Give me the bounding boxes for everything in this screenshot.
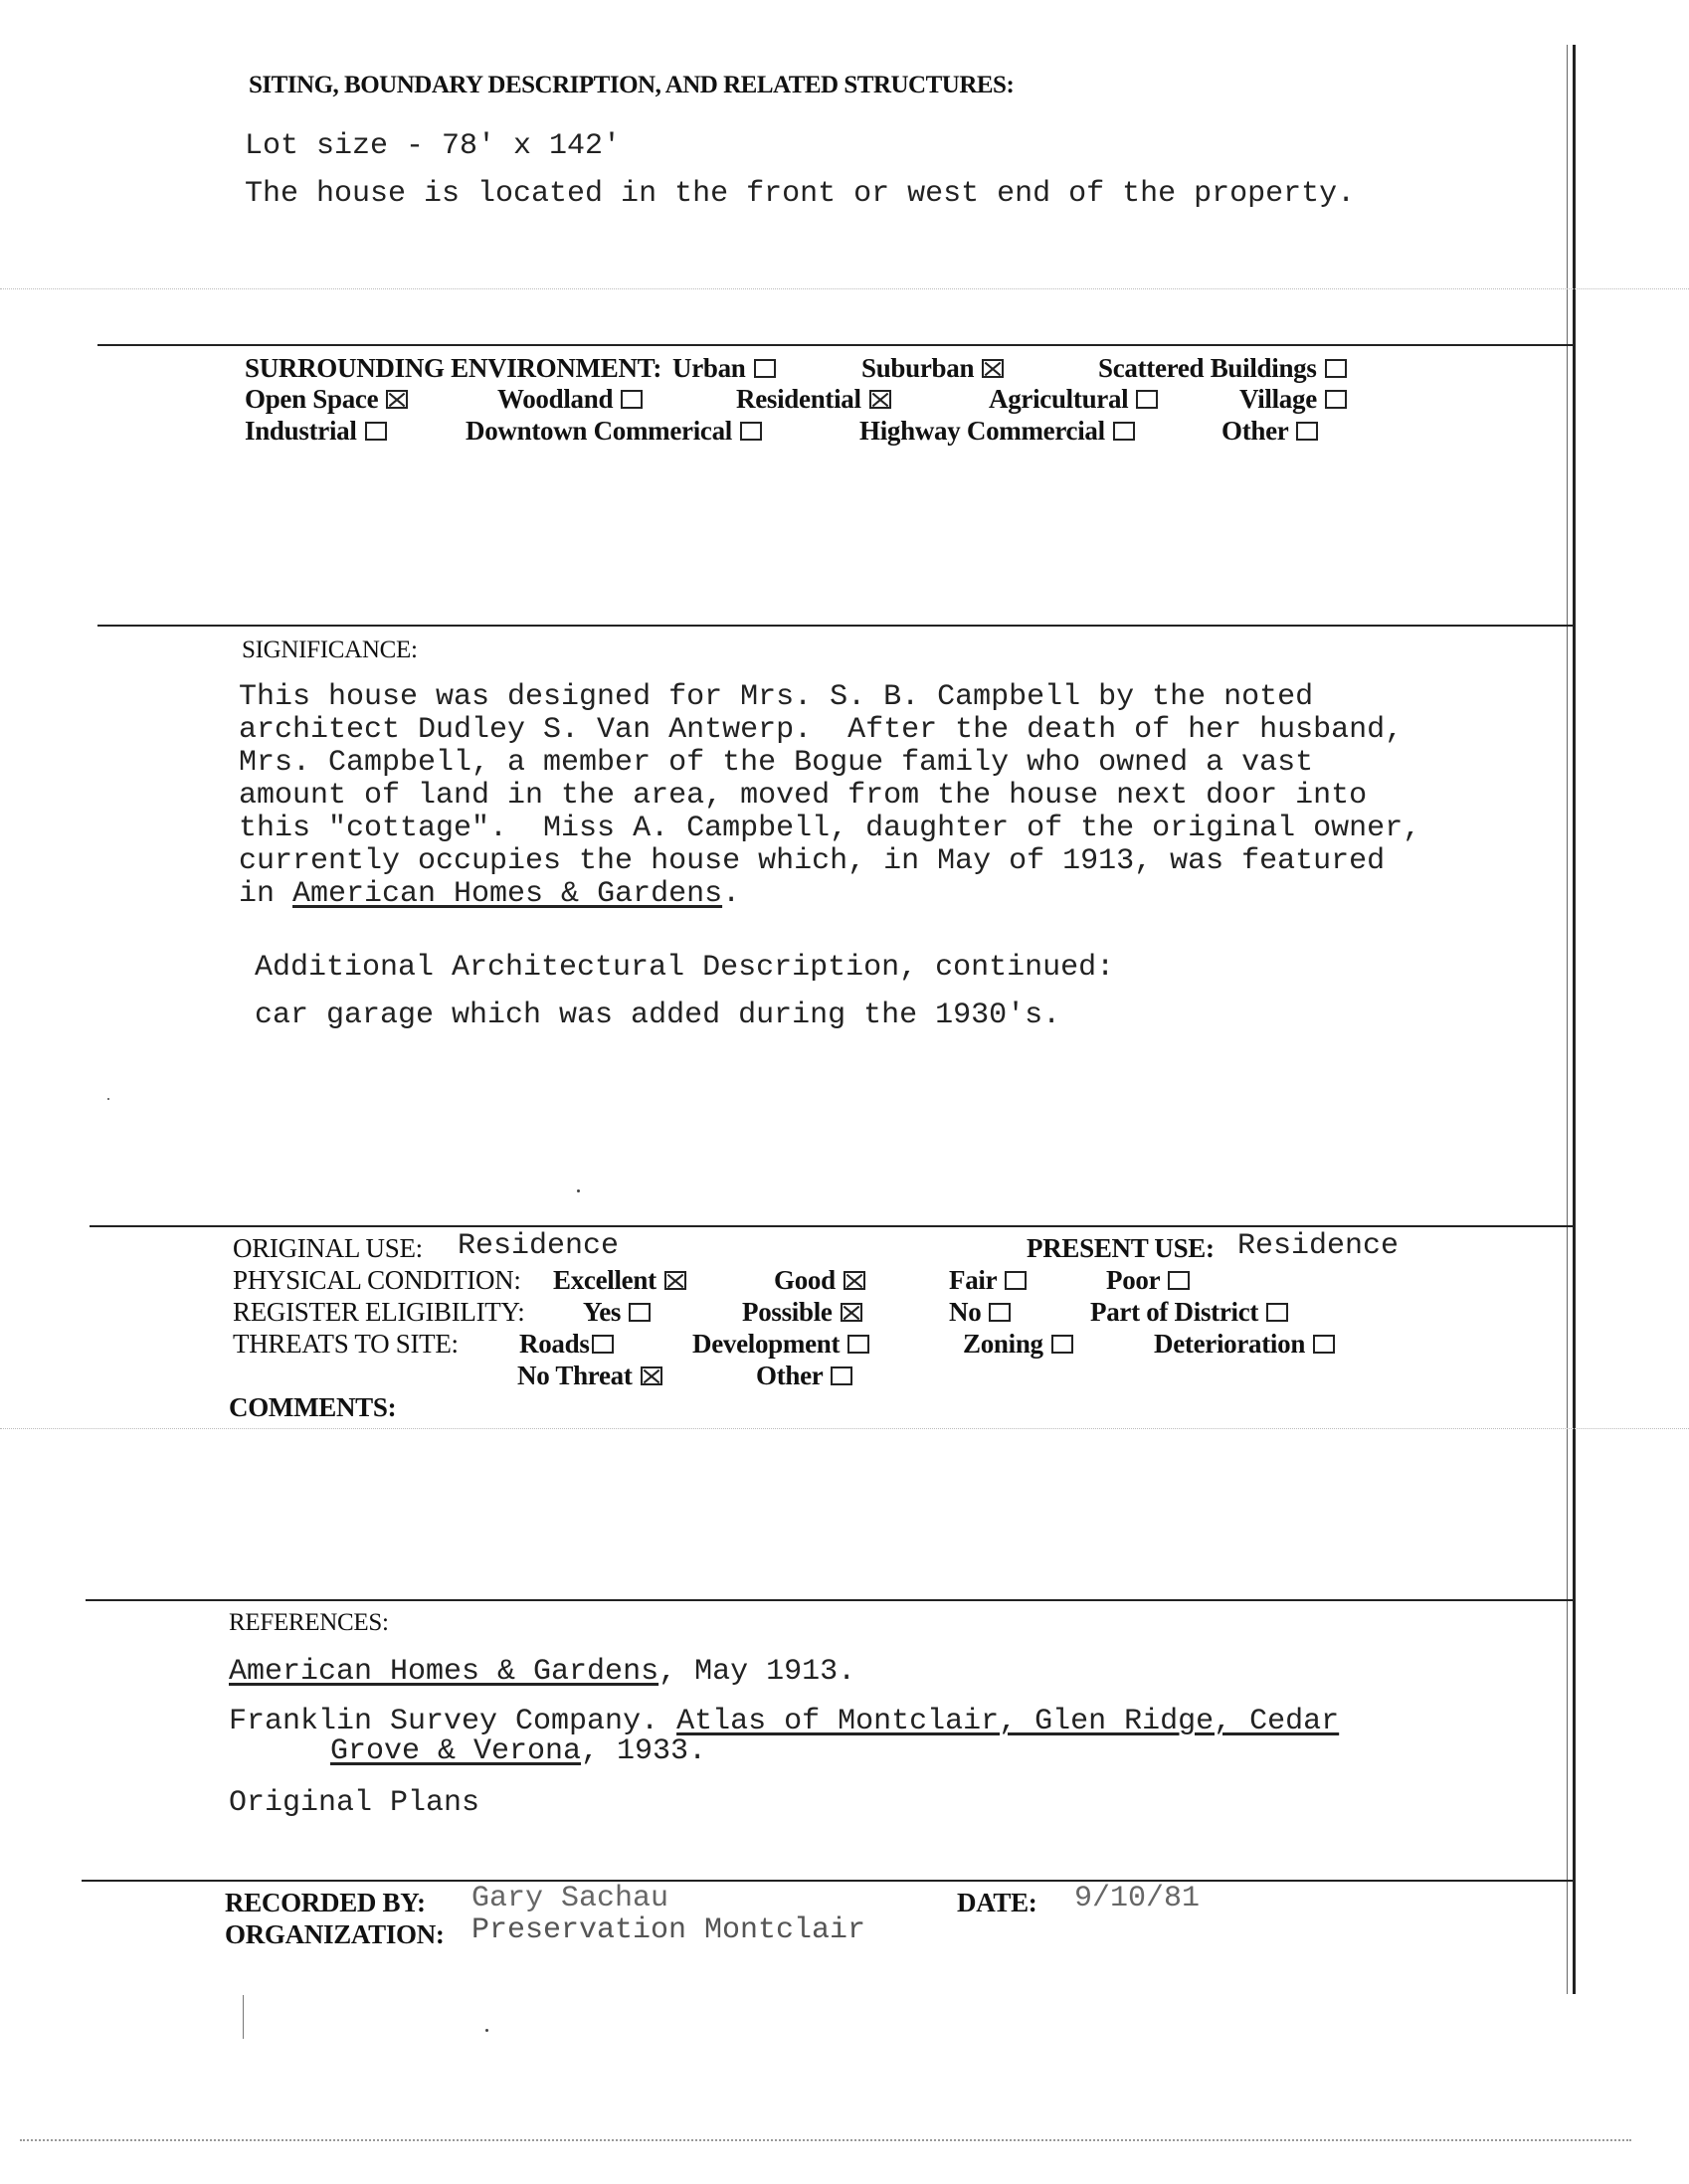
publication-title: Atlas of Montclair, Glen Ridge, Cedar: [676, 1705, 1340, 1738]
scan-speck: [107, 1098, 109, 1100]
eligibility-part-of-district[interactable]: [1090, 1297, 1288, 1328]
checkbox-possible[interactable]: [841, 1303, 862, 1322]
siting-heading: SITING, BOUNDARY DESCRIPTION, AND RELATED STRUCTURES:: [249, 72, 1015, 98]
checkbox-yes[interactable]: [629, 1303, 651, 1322]
margin-mark: [243, 1995, 244, 2039]
option-label: Highway Commercial: [859, 416, 1105, 446]
option-label: Scattered Buildings: [1098, 353, 1317, 383]
eligibility-yes[interactable]: [583, 1297, 651, 1328]
checkbox-no[interactable]: [989, 1303, 1011, 1322]
checkbox-env-other[interactable]: [1296, 422, 1318, 441]
text-fragment: .: [722, 877, 741, 911]
reference-2: [229, 1705, 1339, 1738]
option-label: Yes: [583, 1297, 622, 1327]
env-open-space[interactable]: [245, 384, 408, 415]
checkbox-village[interactable]: [1325, 390, 1347, 409]
threat-deterioration[interactable]: [1154, 1329, 1335, 1360]
env-residential[interactable]: [736, 384, 891, 415]
organization-label: ORGANIZATION:: [225, 1919, 445, 1949]
divider: [86, 1599, 1574, 1601]
environment-heading: SURROUNDING ENVIRONMENT:: [245, 353, 662, 383]
divider: [90, 1225, 1574, 1227]
condition-fair[interactable]: [949, 1265, 1027, 1296]
significance-line: this "cottage". Miss A. Campbell, daughter of the original owner,: [239, 812, 1421, 845]
option-label: No Threat: [517, 1361, 633, 1390]
scan-artifact-line: [0, 1428, 1689, 1430]
scan-artifact-line: [20, 2139, 1631, 2142]
env-village[interactable]: [1239, 384, 1347, 415]
text-fragment: in: [239, 877, 293, 911]
significance-last-line: [239, 877, 740, 911]
option-label: Poor: [1106, 1265, 1161, 1295]
divider: [97, 344, 1574, 346]
text-fragment: , May 1913.: [658, 1655, 856, 1689]
env-agricultural[interactable]: [989, 384, 1158, 415]
option-label: Good: [774, 1265, 836, 1295]
option-label: Village: [1239, 384, 1317, 414]
divider: [82, 1880, 1574, 1882]
checkbox-agricultural[interactable]: [1136, 390, 1158, 409]
option-label: Agricultural: [989, 384, 1129, 414]
env-industrial[interactable]: [245, 416, 387, 447]
checkbox-good[interactable]: [844, 1271, 865, 1290]
eligibility-no[interactable]: [949, 1297, 1011, 1328]
option-label: Deterioration: [1154, 1329, 1306, 1359]
threat-zoning[interactable]: [963, 1329, 1073, 1360]
significance-line: Mrs. Campbell, a member of the Bogue family who owned a vast: [239, 746, 1314, 780]
significance-line: amount of land in the area, moved from the house next door into: [239, 779, 1368, 813]
condition-excellent[interactable]: [553, 1265, 686, 1296]
scan-artifact-line: [0, 288, 1689, 290]
env-urban[interactable]: [672, 353, 776, 384]
option-label: Suburban: [861, 353, 975, 383]
additional-description-heading: Additional Architectural Description, continued:: [255, 951, 1115, 985]
checkbox-excellent[interactable]: [664, 1271, 686, 1290]
text-fragment: , 1933.: [581, 1734, 707, 1768]
checkbox-urban[interactable]: [754, 359, 776, 378]
condition-poor[interactable]: [1106, 1265, 1190, 1296]
option-label: Possible: [742, 1297, 833, 1327]
references-heading: REFERENCES:: [229, 1609, 389, 1636]
checkbox-deterioration[interactable]: [1313, 1335, 1335, 1354]
checkbox-downtown-commercial[interactable]: [740, 422, 762, 441]
option-label: Other: [756, 1361, 824, 1390]
option-label: Development: [692, 1329, 841, 1359]
eligibility-possible[interactable]: [742, 1297, 862, 1328]
right-border-line-inner: [1567, 45, 1568, 1994]
checkbox-open-space[interactable]: [386, 390, 408, 409]
original-use-value: Residence: [458, 1229, 620, 1263]
option-label: Woodland: [497, 384, 614, 414]
significance-line: architect Dudley S. Van Antwerp. After the death of her husband,: [239, 713, 1404, 747]
threat-other[interactable]: [756, 1361, 852, 1391]
reference-3: Original Plans: [229, 1786, 480, 1820]
option-label: Part of District: [1090, 1297, 1259, 1327]
checkbox-fair[interactable]: [1005, 1271, 1027, 1290]
threats-label: THREATS TO SITE:: [233, 1329, 459, 1359]
divider: [97, 625, 1574, 627]
condition-good[interactable]: [774, 1265, 865, 1296]
publication-title: American Homes & Gardens: [292, 877, 723, 911]
recorded-by-value: Gary Sachau: [471, 1882, 669, 1915]
checkbox-highway-commercial[interactable]: [1113, 422, 1135, 441]
publication-title: American Homes & Gardens: [229, 1655, 659, 1689]
env-woodland[interactable]: [497, 384, 643, 415]
env-downtown-commercial[interactable]: [466, 416, 762, 447]
option-label: Other: [1221, 416, 1289, 446]
siting-line-1: Lot size - 78' x 142': [245, 129, 622, 163]
reference-1: [229, 1655, 855, 1689]
significance-heading: SIGNIFICANCE:: [242, 637, 418, 663]
option-label: No: [949, 1297, 982, 1327]
text-fragment: Franklin Survey Company.: [229, 1705, 677, 1738]
physical-condition-label: PHYSICAL CONDITION:: [233, 1265, 521, 1295]
option-label: Excellent: [553, 1265, 657, 1295]
option-label: Downtown Commerical: [466, 416, 733, 446]
checkbox-zoning[interactable]: [1051, 1335, 1073, 1354]
checkbox-woodland[interactable]: [621, 390, 643, 409]
register-eligibility-label: REGISTER ELIGIBILITY:: [233, 1297, 525, 1327]
option-label: Industrial: [245, 416, 357, 446]
comments-label: COMMENTS:: [229, 1392, 397, 1422]
threat-roads[interactable]: [519, 1329, 614, 1360]
siting-line-2: The house is located in the front or west end of the property.: [245, 177, 1356, 211]
threat-no-threat[interactable]: [517, 1361, 662, 1391]
organization-value: Preservation Montclair: [471, 1913, 866, 1947]
original-use-label: ORIGINAL USE:: [233, 1233, 423, 1263]
env-suburban[interactable]: [861, 353, 1004, 384]
significance-line: currently occupies the house which, in May of 1913, was featured: [239, 844, 1386, 878]
checkbox-development[interactable]: [847, 1335, 869, 1354]
threat-development[interactable]: [692, 1329, 869, 1360]
significance-line: This house was designed for Mrs. S. B. Campbell by the noted: [239, 680, 1314, 714]
env-highway-commercial[interactable]: [859, 416, 1135, 447]
checkbox-residential[interactable]: [869, 390, 891, 409]
checkbox-part-of-district[interactable]: [1266, 1303, 1288, 1322]
checkbox-scattered-buildings[interactable]: [1325, 359, 1347, 378]
option-label: Urban: [672, 353, 746, 383]
scan-speck: [577, 1189, 580, 1192]
option-label: Residential: [736, 384, 861, 414]
option-label: Roads: [519, 1329, 590, 1359]
scan-speck: [485, 2029, 488, 2032]
checkbox-no-threat[interactable]: [641, 1366, 662, 1385]
right-border-line: [1573, 45, 1576, 1994]
option-label: Fair: [949, 1265, 998, 1295]
checkbox-poor[interactable]: [1168, 1271, 1190, 1290]
additional-description-text: car garage which was added during the 1930's.: [255, 999, 1061, 1032]
env-other[interactable]: [1221, 416, 1318, 447]
date-value: 9/10/81: [1074, 1882, 1201, 1915]
present-use-label: PRESENT USE:: [1027, 1233, 1215, 1263]
option-label: Zoning: [963, 1329, 1043, 1359]
checkbox-threat-other[interactable]: [831, 1366, 852, 1385]
present-use-value: Residence: [1237, 1229, 1400, 1263]
checkbox-suburban[interactable]: [982, 359, 1004, 378]
env-scattered-buildings[interactable]: [1098, 353, 1347, 384]
reference-2-cont: [330, 1734, 706, 1768]
recorded-by-label: RECORDED BY:: [225, 1888, 426, 1917]
checkbox-roads[interactable]: [592, 1335, 614, 1354]
option-label: Open Space: [245, 384, 379, 414]
publication-title: Grove & Verona: [330, 1734, 582, 1768]
checkbox-industrial[interactable]: [365, 422, 387, 441]
date-label: DATE:: [957, 1888, 1037, 1917]
